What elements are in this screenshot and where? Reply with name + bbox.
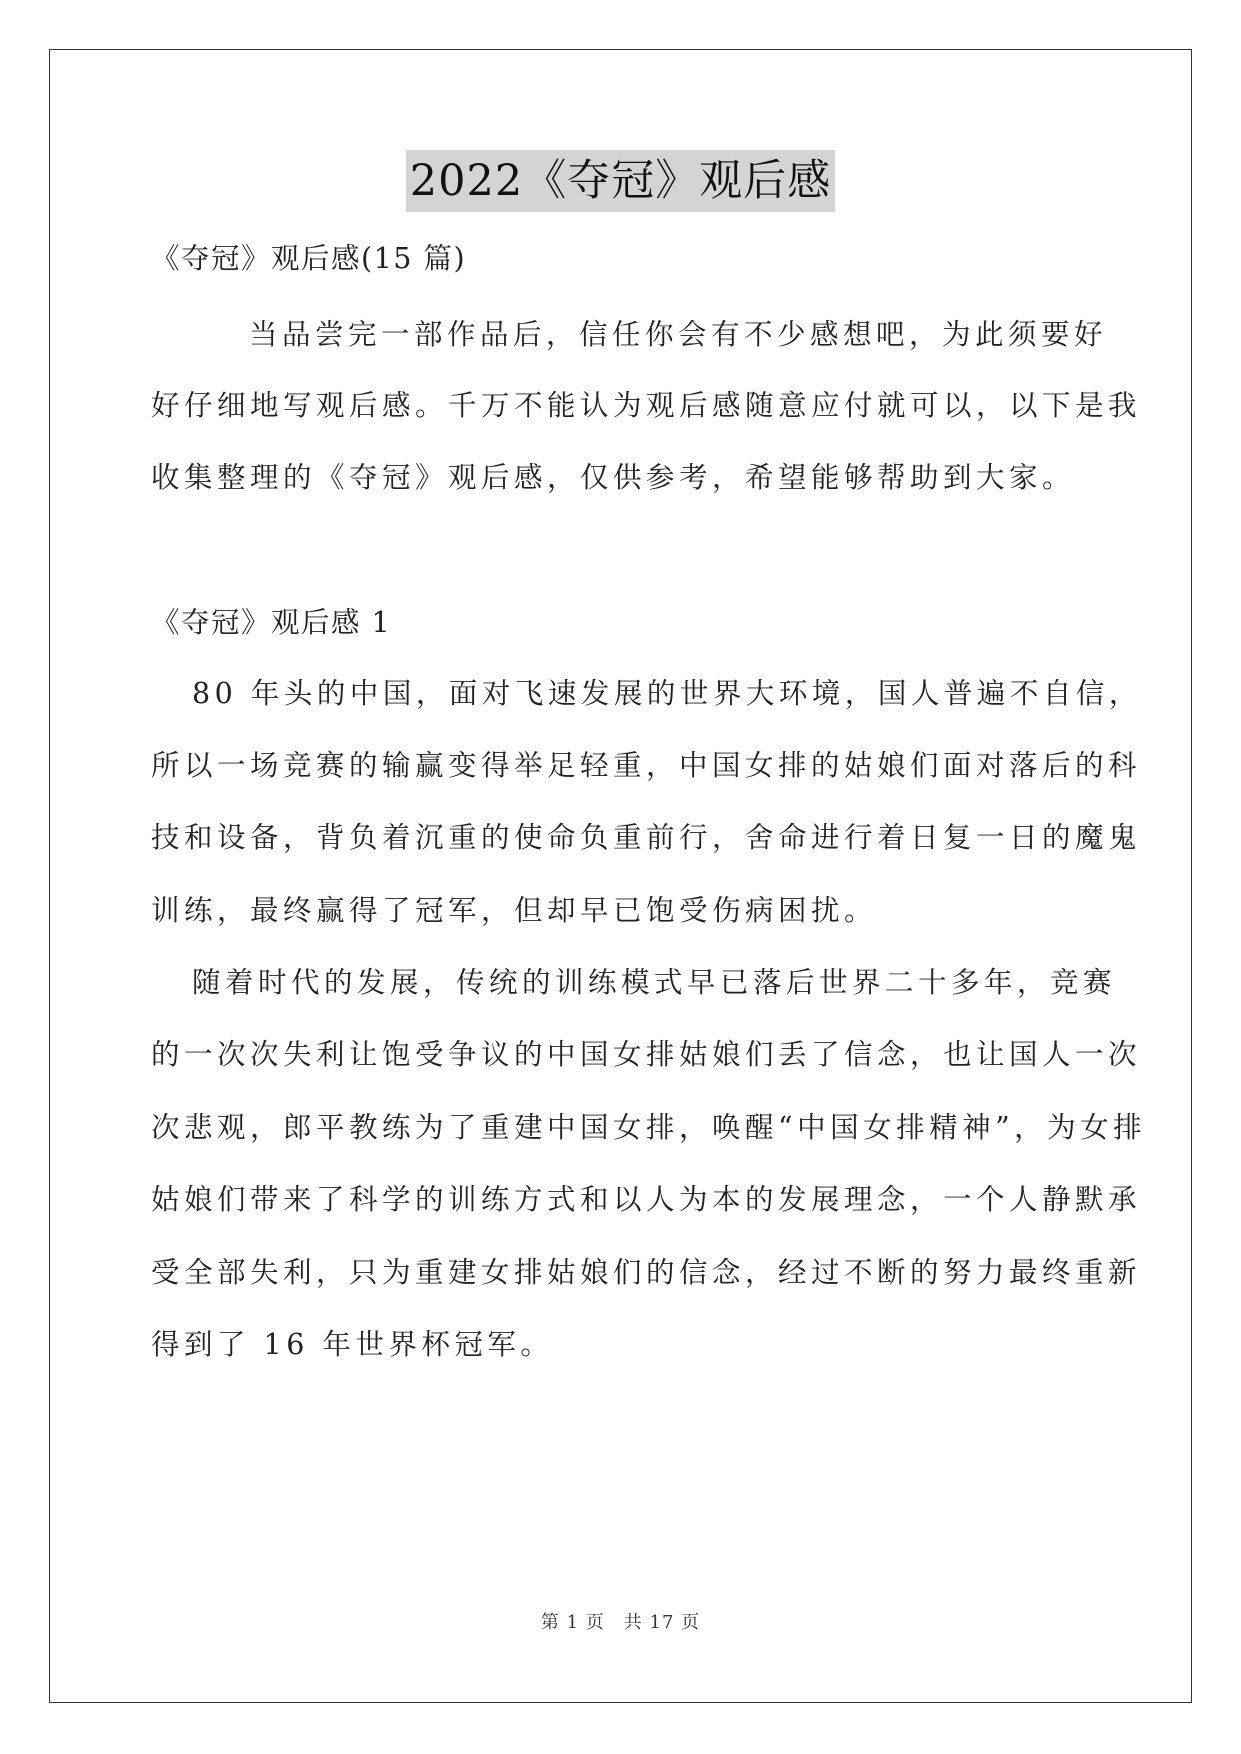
page-number: 第 1 页 共 17 页 xyxy=(540,1612,701,1633)
paragraph-line: 随着时代的发展，传统的训练模式早已落后世界二十多年，竞赛 xyxy=(192,966,1117,999)
title-container xyxy=(0,150,1241,212)
intro-line: 好仔细地写观后感。千万不能认为观后感随意应付就可以，以下是我 xyxy=(151,389,1142,422)
paragraph-line: 姑娘们带来了科学的训练方式和以人为本的发展理念，一个人静默承 xyxy=(151,1183,1142,1216)
paragraph-line: 的一次次失利让饱受争议的中国女排姑娘们丢了信念，也让国人一次 xyxy=(151,1038,1142,1071)
paragraph-line: 技和设备，背负着沉重的使命负重前行，舍命进行着日复一日的魔鬼 xyxy=(151,821,1142,854)
paragraph-line: 受全部失利，只为重建女排姑娘们的信念，经过不断的努力最终重新 xyxy=(151,1256,1142,1289)
document-title: 2022《夺冠》观后感 xyxy=(406,150,835,212)
intro-line: 收集整理的《夺冠》观后感，仅供参考，希望能够帮助到大家。 xyxy=(151,461,1076,494)
paragraph-line: 次悲观，郎平教练为了重建中国女排，唤醒“中国女排精神”，为女排 xyxy=(151,1111,1147,1144)
intro-line: 当品尝完一部作品后，信任你会有不少感想吧，为此须要好 xyxy=(249,318,1108,351)
paragraph-line: 所以一场竞赛的输赢变得举足轻重，中国女排的姑娘们面对落后的科 xyxy=(151,749,1142,782)
subtitle: 《夺冠》观后感(15 篇) xyxy=(151,242,467,275)
paragraph-line: 训练，最终赢得了冠军，但却早已饱受伤病困扰。 xyxy=(151,894,878,927)
section-heading: 《夺冠》观后感 1 xyxy=(151,606,392,639)
paragraph-line: 得到了 16 年世界杯冠军。 xyxy=(151,1328,554,1361)
page-border xyxy=(49,49,1192,1703)
paragraph-line: 80 年头的中国，面对飞速发展的世界大环境，国人普遍不自信， xyxy=(192,677,1142,710)
